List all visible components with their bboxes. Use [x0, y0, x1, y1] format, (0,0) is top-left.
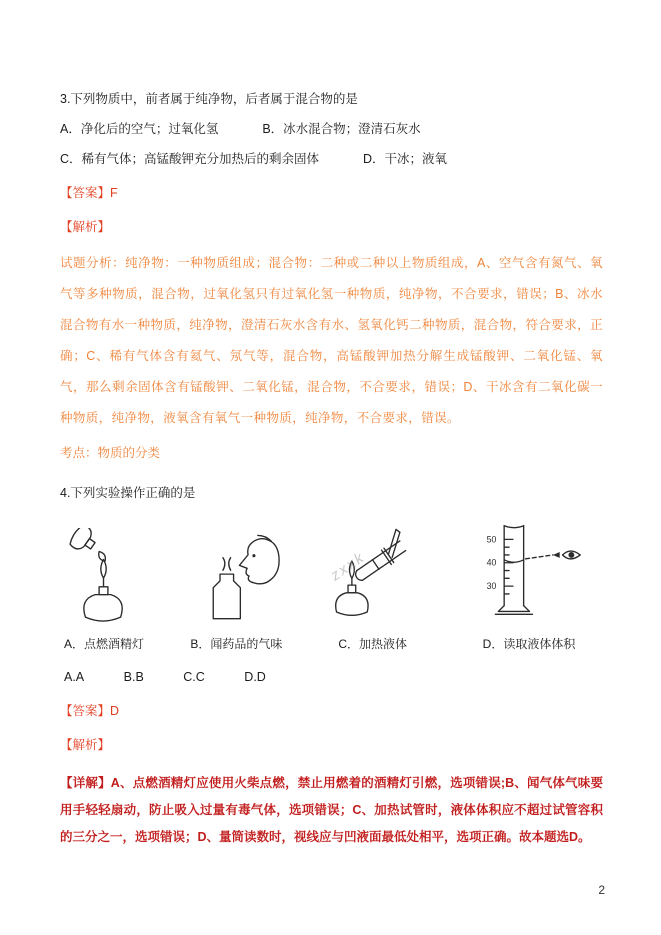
- eye-pupil: [568, 552, 574, 558]
- q3-stem: 3.下列物质中，前者属于纯净物，后者属于混合物的是: [60, 92, 358, 106]
- graduated-cylinder-icon: [463, 516, 595, 628]
- reagent-bottle: [214, 574, 241, 619]
- q4-choice-c: C.C: [183, 670, 205, 684]
- q3-options-row-2: [60, 144, 603, 174]
- scale-label-40: 40: [486, 557, 497, 568]
- q3-options-row-1: [60, 114, 603, 144]
- q3-analysis-label: 【解析】: [60, 220, 111, 234]
- smelling-reagent-icon: [190, 528, 282, 628]
- figure-caption-c: C．加热液体: [338, 637, 407, 651]
- q4-choice-b: B.B: [123, 670, 144, 684]
- q3-option-b: B．冰水混合物；澄清石灰水: [262, 122, 421, 136]
- q3-answer-line: [60, 178, 603, 208]
- page-number: 2: [598, 883, 605, 897]
- clamp-handle-end: [396, 529, 400, 532]
- liquid-level: [372, 560, 379, 570]
- q3-answer-value: F: [110, 186, 118, 200]
- q4-answer-label: 【答案】: [60, 704, 111, 718]
- eye-dot: [253, 554, 256, 557]
- q4-stem: 4.下列实验操作正确的是: [60, 486, 196, 500]
- q4-choice-d: D.D: [244, 670, 266, 684]
- figure-caption-a: A．点燃酒精灯: [63, 637, 144, 651]
- test-tube-bottom: [355, 571, 362, 581]
- q3-option-a: A．净化后的空气；过氧化氢: [60, 122, 219, 136]
- watermark: zxxk: [327, 548, 369, 585]
- lamp-body: [335, 593, 367, 616]
- q4-choices-row: [60, 662, 603, 692]
- figure-caption-d: D．读取液体体积: [482, 637, 576, 651]
- q3-analysis-text: 试题分析：纯净物：一种物质组成；混合物：二种或二种以上物质组成，A、空气含有氮气、氧气等多种物质，混合物，过氧化氢只有过氧化氢一种物质，纯净物，不合要求，错误；B、冰水混合物有水一种物质，纯净物，澄清石灰水含有水、氢氧化钙二种物质，混合物，符合要求，正确；C、稀有气体含有氦气、氖气等，混合物，高锰酸钾加热分解生成锰酸钾、二氧化锰、氧气，那么剩余固体含有锰酸钾、二氧化锰，混合物，不合要求，错误；D、干冰含有二氧化碳一种物质，纯净物，液氧含有氧气一种物质，纯净物，不合要求，错误。: [60, 256, 603, 425]
- vapor-line: [229, 558, 231, 571]
- figure-lighting-alcohol-lamp: [60, 528, 148, 652]
- cylinder-base: [498, 606, 529, 612]
- q4-choice-a: A.A: [64, 670, 85, 684]
- q4-analysis-label: 【解析】: [60, 738, 111, 752]
- scale-label-30: 30: [486, 581, 497, 592]
- tilted-lamp: [68, 528, 100, 556]
- q4-figures-row: [60, 516, 595, 652]
- test-tube-wall: [356, 541, 399, 571]
- figure-heating-liquid: [325, 524, 421, 652]
- lamp-body: [84, 595, 122, 621]
- vapor-line: [223, 558, 225, 571]
- q3-answer-label: 【答案】: [60, 186, 111, 200]
- test-tube-wall: [362, 551, 405, 581]
- meniscus: [504, 560, 523, 562]
- scale-label-50: 50: [486, 534, 497, 545]
- lamp-flame: [349, 561, 354, 578]
- q4-answer-line: [60, 696, 603, 726]
- sight-arrow: [553, 552, 560, 558]
- figure-reading-volume: [463, 516, 595, 652]
- figure-caption-b: B．闻药品的气味: [190, 637, 283, 651]
- q3-topic: 考点：物质的分类: [60, 446, 161, 460]
- lamp-flame: [101, 559, 106, 578]
- q3-option-d: D．干冰；液氧: [363, 152, 448, 166]
- q4-answer-value: D: [110, 704, 120, 718]
- figure-smelling-reagent: [190, 528, 282, 652]
- cylinder-rim: [504, 526, 523, 528]
- q4-detail-text: 【详解】A、点燃酒精灯应使用火柴点燃，禁止用燃着的酒精灯引燃，选项错误;B、闻气体气味要用手轻轻扇动，防止吸入过量有毒气体，选项错误；C、加热试管时，液体体积应不超过试管容积的三分之一，选项错误；D、量筒读数时，视线应与凹液面最低处相平，选项正确。故本题选D。: [60, 776, 603, 844]
- face-profile: [240, 539, 280, 584]
- q3-option-c: C．稀有气体；高锰酸钾充分加热后的剩余固体: [60, 152, 320, 166]
- alcohol-lamp-lighting-icon: [60, 528, 148, 628]
- sight-line: [526, 555, 553, 559]
- heating-liquid-icon: [325, 524, 421, 628]
